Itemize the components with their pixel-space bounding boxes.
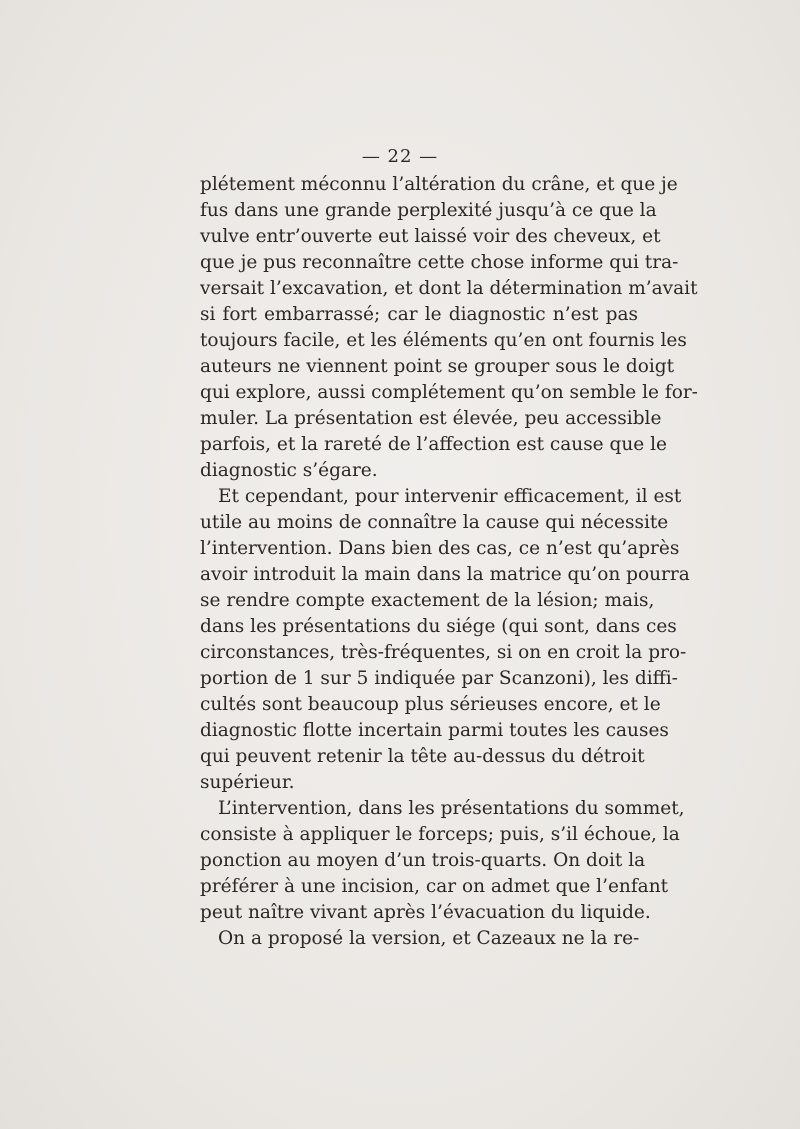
- text-line: se rendre compte exactement de la lésion; mais,: [200, 590, 655, 611]
- text-line: qui peuvent retenir la tête au-dessus du détroit: [200, 746, 645, 767]
- text-line: que je pus reconnaître cette chose informe qui tra-: [200, 252, 679, 273]
- text-line: portion de 1 sur 5 indiquée par Scanzoni), les diffi-: [200, 668, 678, 689]
- text-line: préférer à une incision, car on admet que l’enfant: [200, 876, 669, 897]
- text-line: avoir introduit la main dans la matrice qu’on pourra: [200, 564, 690, 585]
- body-text: [200, 172, 698, 952]
- text-line: si fort embarrassé; car le diagnostic n’est pas: [200, 304, 638, 325]
- text-line: parfois, et la rareté de l’affection est cause que le: [200, 434, 667, 455]
- text-line: cultés sont beaucoup plus sérieuses encore, et le: [200, 694, 661, 715]
- text-line: L’intervention, dans les présentations du sommet,: [218, 798, 685, 819]
- page-number: — 22 —: [361, 146, 439, 167]
- text-line: dans les présentations du siége (qui sont, dans ces: [200, 616, 677, 637]
- text-line: consiste à appliquer le forceps; puis, s’il échoue, la: [200, 824, 680, 845]
- text-line: Et cependant, pour intervenir efficacement, il est: [218, 486, 682, 507]
- text-line: peut naître vivant après l’évacuation du liquide.: [200, 902, 651, 923]
- text-line: muler. La présentation est élevée, peu accessible: [200, 408, 662, 429]
- text-line: qui explore, aussi complétement qu’on semble le for-: [200, 382, 698, 403]
- text-line: circonstances, très-fréquentes, si on en croit la pro-: [200, 642, 687, 663]
- text-line: l’intervention. Dans bien des cas, ce n’est qu’après: [200, 538, 680, 559]
- text-line: auteurs ne viennent point se grouper sous le doigt: [200, 356, 675, 377]
- text-line: On a proposé la version, et Cazeaux ne la re-: [218, 928, 640, 949]
- text-line: toujours facile, et les éléments qu’en ont fournis les: [200, 330, 687, 351]
- text-line: ponction au moyen d’un trois-quarts. On doit la: [200, 850, 646, 871]
- text-line: vulve entr’ouverte eut laissé voir des cheveux, et: [200, 226, 661, 247]
- text-line: diagnostic flotte incertain parmi toutes les causes: [200, 720, 669, 741]
- text-line: diagnostic s’égare.: [200, 460, 378, 481]
- text-line: plétement méconnu l’altération du crâne, et que je: [200, 174, 678, 195]
- text-line: versait l’excavation, et dont la détermination m’avait: [200, 278, 698, 299]
- text-line: utile au moins de connaître la cause qui nécessite: [200, 512, 669, 533]
- text-line: fus dans une grande perplexité jusqu’à ce que la: [200, 200, 657, 221]
- text-line: supérieur.: [200, 772, 295, 793]
